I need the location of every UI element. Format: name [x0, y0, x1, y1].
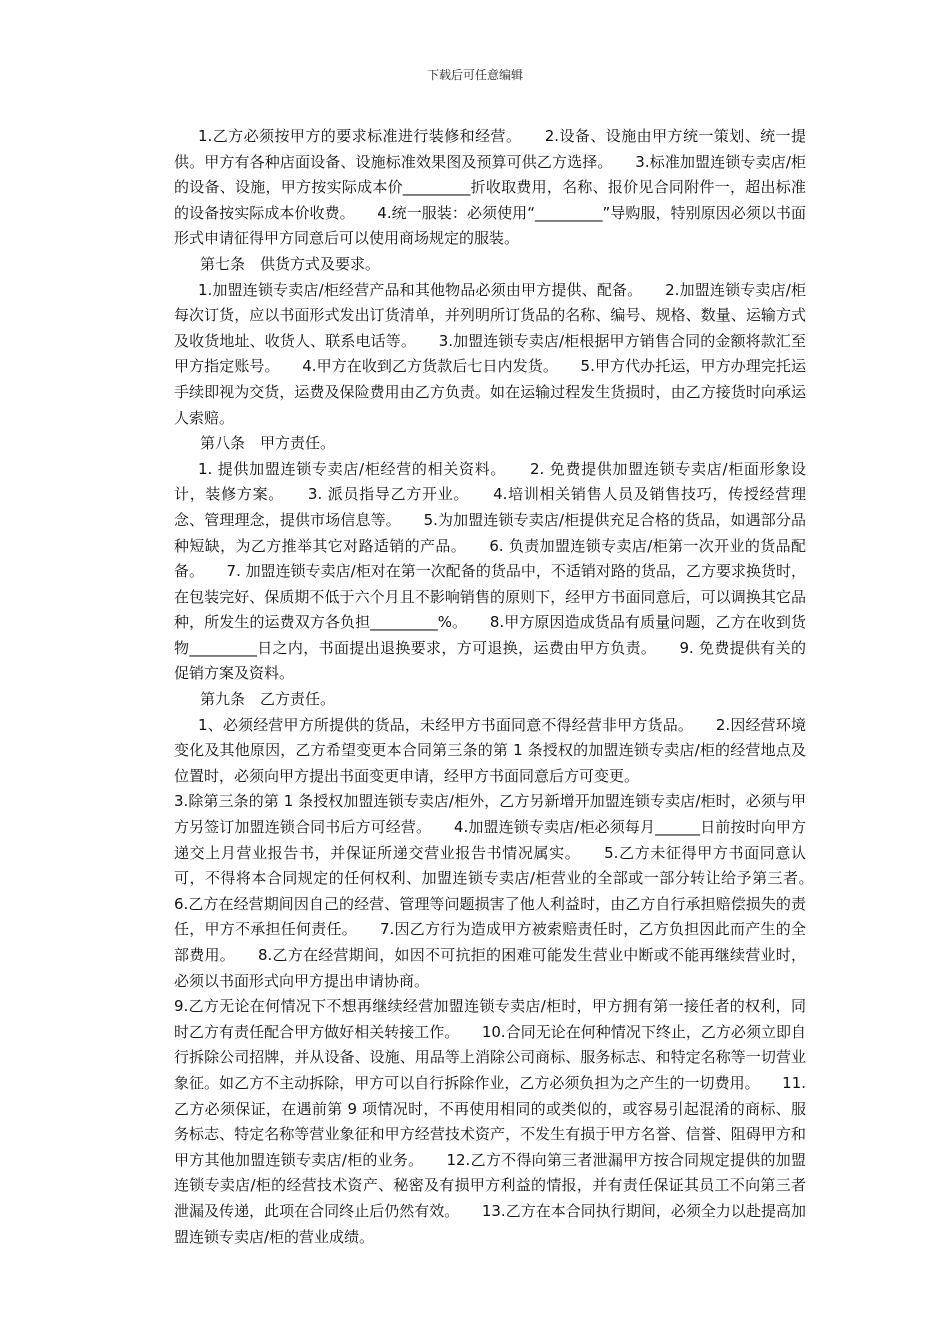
- article-9-body-part-2: 3.除第三条的第 1 条授权加盟连锁专卖店/柜外，乙方另新增开加盟连锁专卖店/柜时，必须与甲方另签订加盟连锁合同书后方可经营。 4.加盟连锁专卖店/柜必须每月______日前按时向甲方递交上月营业报告书，并保证所递交营业报告书情况属实。 5.乙方未征得甲方书面同意认可，不得将本合同规定的任何权利、加盟连锁专卖店/柜营业的全部或一部分转让给予第三者。 6.乙方在经营期间因自己的经营、管理等问题损害了他人利益时，由乙方自行承担赔偿损失的责任，甲方不承担任何责任。 7.因乙方行为造成甲方被索赔责任时，乙方负担因此而产生的全部费用。 8.乙方在经营期间，如因不可抗拒的困难可能发生营业中断或不能再继续营业时，必须以书面形式向甲方提出申请协商。: [174, 792, 837, 990]
- article-9-body-part-3: 9.乙方无论在何情况下不想再继续经营加盟连锁专卖店/柜时，甲方拥有第一接任者的权利，同时乙方有责任配合甲方做好相关转接工作。 10.合同无论在何种情况下终止，乙方必须立即自行拆除公司招牌，并从设备、设施、用品等上消除公司商标、服务标志、和特定名称等一切营业象征。如乙方不主动拆除，甲方可以自行拆除作业，乙方必须负担为之产生的一切费用。 11.乙方必须保证，在遇前第 9 项情况时，不再使用相同的或类似的，或容易引起混淆的商标、服务标志、特定名称等营业象征和甲方经营技术资产，不发生有损于甲方名誉、信誉、阻碍甲方和甲方其他加盟连锁专卖店/柜的业务。 12.乙方不得向第三者泄漏甲方按合同规定提供的加盟连锁专卖店/柜的经营技术资产、秘密及有损甲方利益的情报，并有责任保证其员工不向第三者泄漏及传递，此项在合同终止后仍然有效。 13.乙方在本合同执行期间，必须全力以赴提高加盟连锁专卖店/柜的营业成绩。: [174, 997, 806, 1246]
- contract-body: [174, 124, 837, 1250]
- article-9-body-part-1: 1、必须经营甲方所提供的货品，未经甲方书面同意不得经营非甲方货品。 2.因经营环境变化及其他原因，乙方希望变更本合同第三条的第 1 条授权的加盟连锁专卖店/柜的经营地点及位置时，必须向甲方提出书面变更申请，经甲方书面同意后方可变更。: [174, 715, 806, 785]
- article-8-heading: 第八条 甲方责任。: [200, 434, 336, 453]
- page-header: 下载后可任意编辑: [426, 68, 523, 82]
- article-7-body: 1.加盟连锁专卖店/柜经营产品和其他物品必须由甲方提供、配备。 2.加盟连锁专卖店/柜每次订货，应以书面形式发出订货清单，并列明所订货品的名称、编号、规格、数量、运输方式及收货地址、收货人、联系电话等。 3.加盟连锁专卖店/柜根据甲方销售合同的金额将款汇至甲方指定账号。 4.甲方在收到乙方货款后七日内发货。 5.甲方代办托运，甲方办理完托运手续即视为交货，运费及保险费用由乙方负责。如在运输过程发生货损时，由乙方接货时向承运人索赔。: [174, 280, 806, 427]
- article-8-body: 1. 提供加盟连锁专卖店/柜经营的相关资料。 2. 免费提供加盟连锁专卖店/柜面形象设计，装修方案。 3. 派员指导乙方开业。 4.培训相关销售人员及销售技巧，传授经营理念、管理理念，提供市场信息等。 5.为加盟连锁专卖店/柜提供充足合格的货品，如遇部分品种短缺，为乙方推举其它对路适销的产品。 6. 负责加盟连锁专卖店/柜第一次开业的货品配备。 7. 加盟连锁专卖店/柜对在第一次配备的货品中，不适销对路的货品，乙方要求换货时，在包装完好、保质期不低于六个月且不影响销售的原则下，经甲方书面同意后，可以调换其它品种，所发生的运费双方各负担_________%。 8.甲方原因造成货品有质量问题，乙方在收到货物_________日之内，书面提出退换要求，方可退换，运费由甲方负责。 9. 免费提供有关的促销方案及资料。: [174, 459, 806, 683]
- paragraph-decoration-uniform: 1.乙方必须按甲方的要求标准进行装修和经营。 2.设备、设施由甲方统一策划、统一提供。甲方有各种店面设备、设施标准效果图及预算可供乙方选择。 3.标准加盟连锁专卖店/柜的设备、设施，甲方按实际成本价_________折收取费用，名称、报价见合同附件一，超出标准的设备按实际成本价收费。 4.统一服装：必须使用“_________”导购服，特别原因必须以书面形式申请征得甲方同意后可以使用商场规定的服装。: [174, 127, 806, 248]
- article-7-heading: 第七条 供货方式及要求。: [200, 254, 381, 273]
- article-9-heading: 第九条 乙方责任。: [200, 690, 336, 709]
